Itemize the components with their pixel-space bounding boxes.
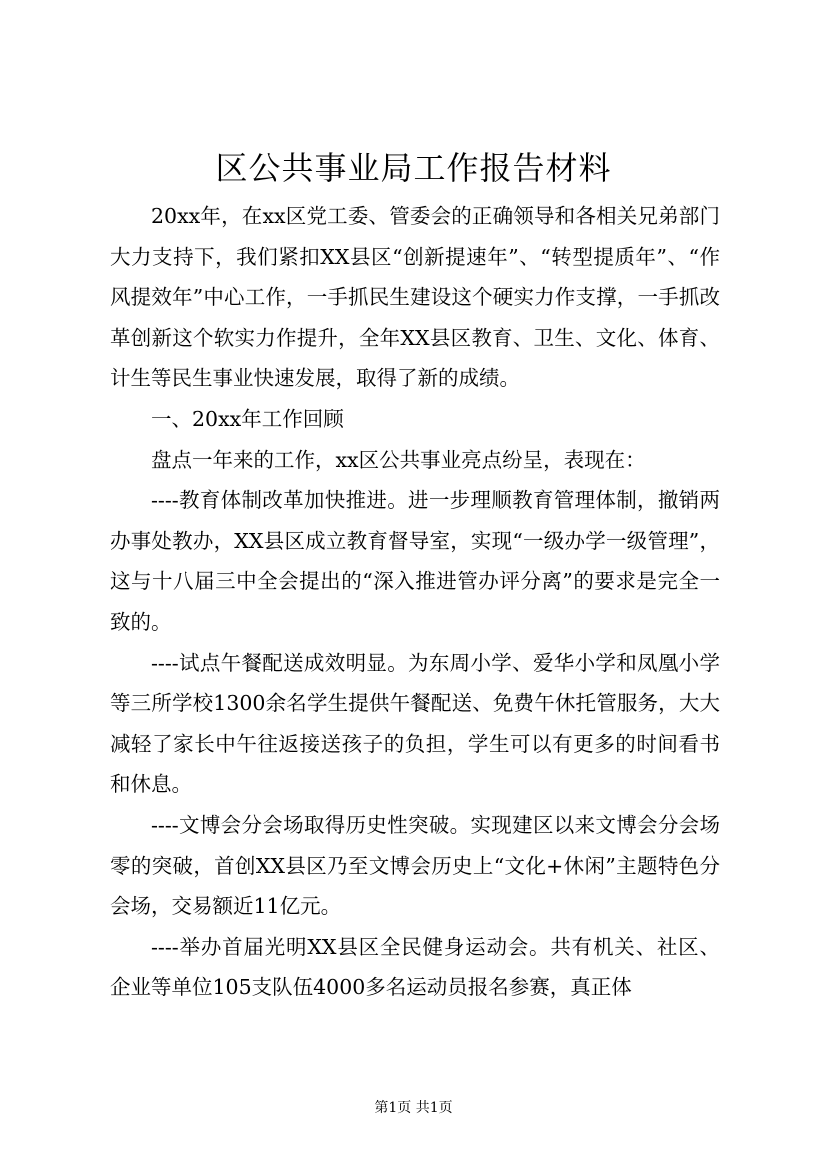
document-title: 区公共事业局工作报告材料: [215, 149, 612, 187]
paragraph: 盘点一年来的工作，xx区公共事业亮点纷呈，表现在：: [151, 447, 646, 472]
paragraph: ----文博会分会场取得历史性突破。实现建区以来文博会分会场零的突破，首创XX县区乃至文博会历史上“文化+休闲”主题特色分会场，交易额近11亿元。: [110, 812, 720, 919]
paragraph: ----试点午餐配送成效明显。为东周小学、爱华小学和凤凰小学等三所学校1300余名学生提供午餐配送、免费午休托管服务，大大减轻了家长中午往返接送孩子的负担，学生可以有更多的时间看书和休息。: [110, 650, 720, 797]
paragraph: 20xx年，在xx区党工委、管委会的正确领导和各相关兄弟部门大力支持下，我们紧扣XX县区“创新提速年”、“转型提质年”、“作风提效年”中心工作，一手抓民生建设这个硬实力作支撑，一手抓改革创新这个软实力作提升，全年XX县区教育、卫生、文化、体育、计生等民生事业快速发展，取得了新的成绩。: [110, 204, 720, 391]
paragraph: ----教育体制改革加快推进。进一步理顺教育管理体制，撤销两办事处教办，XX县区成立教育督导室，实现“一级办学一级管理”，这与十八届三中全会提出的“深入推进管办评分离”的要求是完全一致的。: [110, 488, 720, 634]
paragraph: ----举办首届光明XX县区全民健身运动会。共有机关、社区、企业等单位105支队伍4000多名运动员报名参赛，真正体: [110, 934, 720, 1000]
section-heading: 一、20xx年工作回顾: [151, 406, 344, 431]
document-body: [110, 196, 720, 1008]
page-footer: 第1页 共1页: [374, 1100, 453, 1116]
